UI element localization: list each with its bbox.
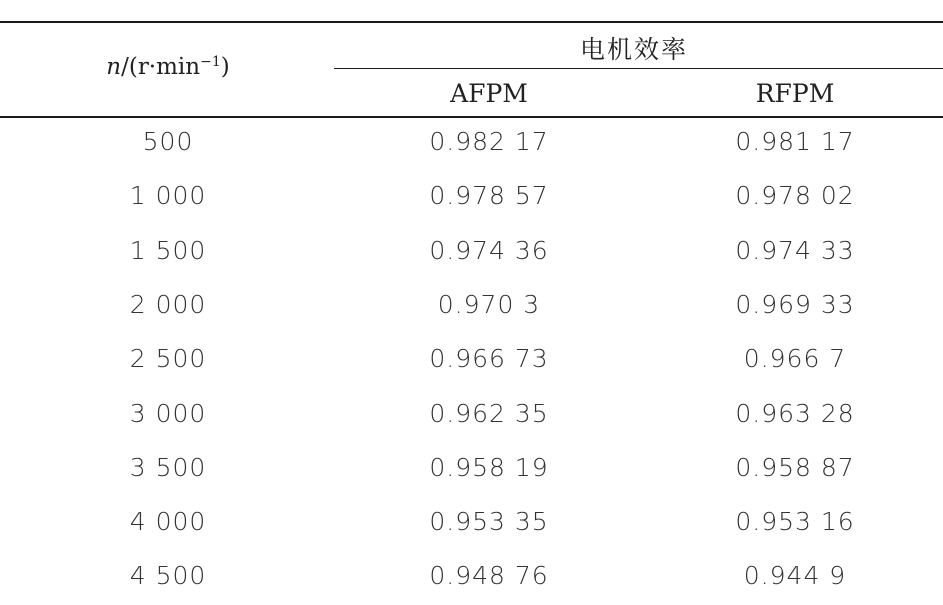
speed-cell: 500 [142, 127, 194, 156]
afpm-cell: 0.953 35 [429, 507, 549, 537]
speed-cell: 4 000 [129, 507, 207, 537]
top-rule [0, 21, 943, 23]
rfpm-cell: 0.958 87 [735, 452, 855, 482]
speed-cell: 3 000 [129, 398, 207, 428]
rfpm-cell: 0.953 16 [735, 507, 855, 537]
afpm-cell: 0.966 73 [429, 344, 549, 374]
speed-cell: 1 500 [129, 235, 207, 265]
rfpm-cell: 0.969 33 [735, 289, 855, 319]
rfpm-cell: 0.944 9 [743, 561, 847, 591]
afpm-cell: 0.970 3 [437, 289, 541, 319]
speed-variable: n [106, 54, 122, 80]
header-rule [0, 116, 943, 118]
speed-column-header [106, 54, 229, 80]
afpm-cell: 0.974 36 [429, 235, 549, 265]
speed-slash: / [121, 54, 129, 80]
rfpm-cell: 0.981 17 [735, 127, 855, 156]
rfpm-cell: 0.978 02 [735, 181, 855, 211]
afpm-cell: 0.948 76 [429, 561, 549, 591]
rfpm-cell: 0.963 28 [735, 398, 855, 428]
afpm-column-header: AFPM [450, 79, 528, 108]
speed-unit-exponent: −1 [200, 54, 221, 70]
group-rule [334, 68, 943, 69]
afpm-cell: 0.958 19 [429, 452, 549, 482]
speed-cell: 3 500 [129, 452, 207, 482]
speed-cell: 4 500 [129, 561, 207, 591]
speed-cell: 2 500 [129, 344, 207, 374]
rfpm-column-header: RFPM [755, 79, 835, 108]
afpm-cell: 0.962 35 [429, 398, 549, 428]
afpm-cell: 0.982 17 [429, 127, 549, 156]
speed-cell: 1 000 [129, 181, 207, 211]
speed-unit-close: ) [220, 54, 230, 80]
speed-unit: (r·min [128, 54, 201, 80]
afpm-cell: 0.978 57 [429, 181, 549, 211]
rfpm-cell: 0.974 33 [735, 235, 855, 265]
speed-cell: 2 000 [129, 289, 207, 319]
efficiency-group-header: 电机效率 [579, 35, 689, 64]
rfpm-cell: 0.966 7 [743, 344, 847, 374]
